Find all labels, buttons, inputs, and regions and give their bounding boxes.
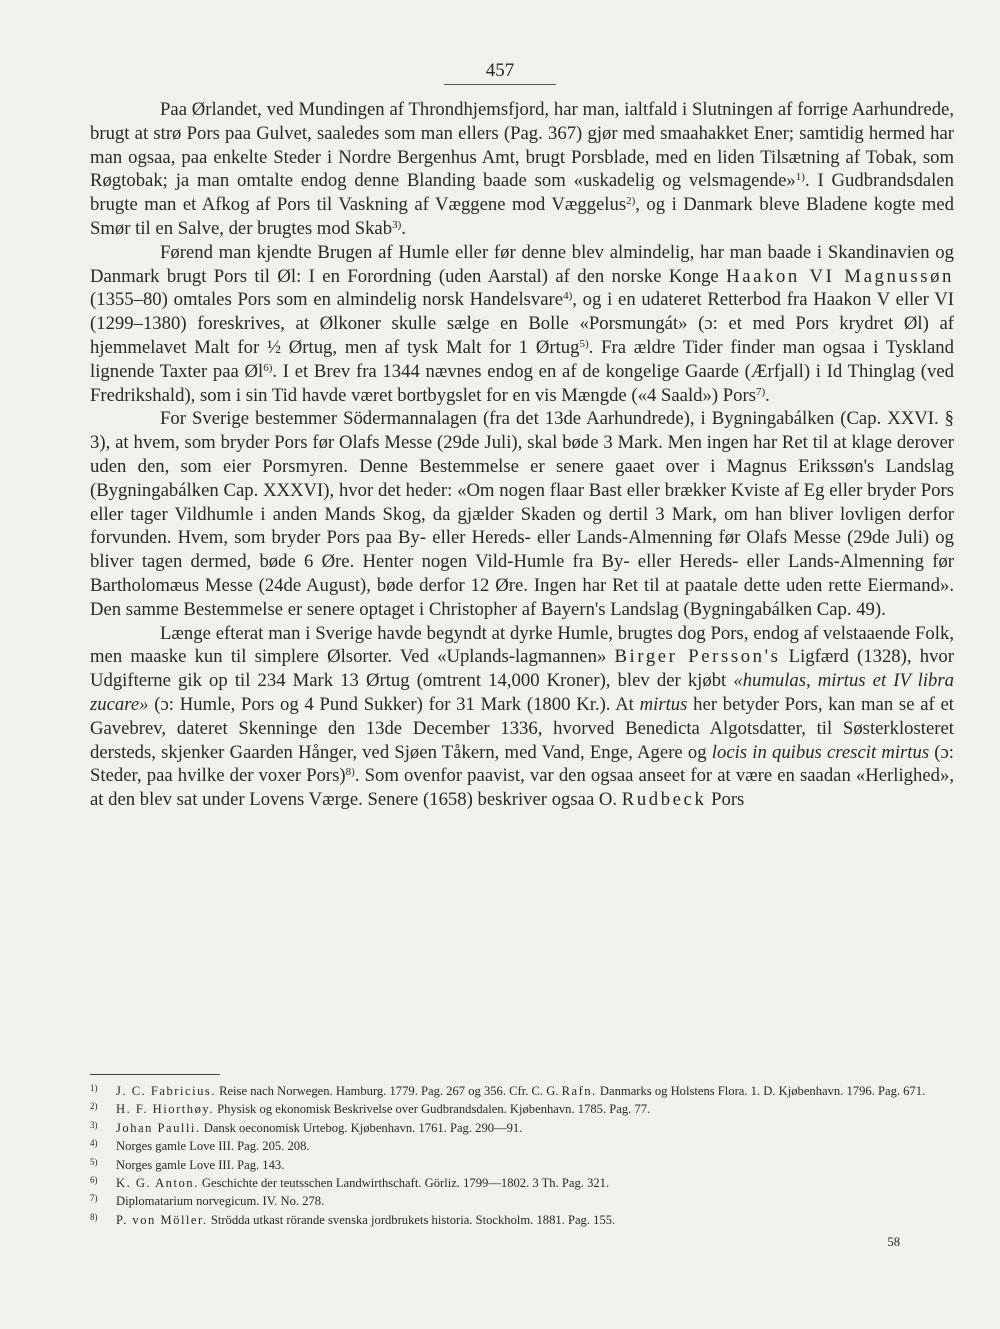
paragraph <box>90 622 954 812</box>
paragraph <box>90 407 954 621</box>
text-run: her betyder Pors, kan man se af et Gavebrev, dateret Skenninge den 13de December 1336, hvorved Benedicta Algotsdatter, til Søsterklosteret dersteds, skjenker Gaarden Hånger, ved Sjøen Tåkern, med Vand, Enge, Agere og <box>90 693 955 763</box>
text-run: , og i en udateret Retterbod fra Haakon V eller VI (1299–1380) foreskrives, at Ølkoner skulle sælge en Bolle «Porsmungát» (ɔ: et med Pors krydret Øl) af hjemmelavet Malt for ½ Ørtug, men af tysk Malt for 1 Ørtug <box>90 289 954 358</box>
footnote-mark <box>90 1174 116 1192</box>
body-text <box>90 98 954 812</box>
text-run: (ɔ: Humle, Pors og 4 Pund Sukker) for 31 Mark (1800 Kr.). At <box>148 693 640 715</box>
footnote-mark-text: 1) <box>90 1083 98 1093</box>
footnote-mark-text: 7) <box>90 1193 98 1204</box>
spaced-name: Johan Paulli. <box>116 1120 201 1135</box>
footnote-mark <box>90 1100 116 1118</box>
footnote-ref: 7) <box>755 385 766 398</box>
text-run: . <box>765 384 770 406</box>
text-run: , og i Danmark bleve Bladene kogte med Smør til en Salve, der brugtes mod Skab <box>90 194 954 239</box>
footnote <box>90 1156 964 1174</box>
footnote-mark-text: 3) <box>90 1119 98 1130</box>
page-number <box>0 60 1000 85</box>
folio-number: 58 <box>887 1235 900 1249</box>
text-run: Strödda utkast rörande svenska jordbrukets historia. Stockholm. 1881. Pag. 155. <box>207 1212 616 1227</box>
footnote-divider <box>90 1074 220 1075</box>
spaced-name: H. F. Hiorthøy. <box>116 1102 214 1117</box>
page-number-text: 457 <box>444 60 557 85</box>
footnote-ref: 6) <box>263 361 273 374</box>
text-run: (1355–80) omtales Pors som en almindelig norsk Handelsvare <box>90 289 564 311</box>
spaced-name: Rafn. <box>561 1084 597 1098</box>
text-run: Geschichte der teutsschen Landwirthschaft. Görliz. 1799—1802. 3 Th. Pag. 321. <box>198 1176 610 1191</box>
footnote-mark <box>90 1082 116 1100</box>
footnote <box>90 1211 964 1229</box>
spaced-name: Haakon VI Magnussøn <box>726 265 955 287</box>
footnote <box>90 1100 964 1118</box>
spaced-name: Rudbeck <box>621 789 707 811</box>
text-run: Dansk oeconomisk Urtebog. Kjøbenhavn. 1761. Pag. 290—91. <box>200 1120 523 1135</box>
text-run: Længe efterat man i Sverige havde begyndt at dyrke Humle, brugtes dog Pors, endog af velstaaende Folk, men maaske kun til simplere Ølsorter. Ved «Uplands-lagmannen» <box>90 622 954 668</box>
footnote-text <box>116 1211 964 1229</box>
footnote-mark <box>90 1137 116 1155</box>
footnote-mark-text: 8) <box>90 1211 98 1222</box>
italic-run: mirtus <box>639 693 688 715</box>
footnote-text <box>116 1174 964 1192</box>
text-run: . Fra ældre Tider finder man ogsaa i Tyskland lignende Taxter paa Øl <box>90 336 954 382</box>
italic-run: «humulas, mirtus et IV libra zucare» <box>90 670 955 715</box>
footnote-mark-text: 2) <box>90 1101 98 1112</box>
footnote-text <box>116 1119 964 1137</box>
text-run: Danmarks og Holstens Flora. 1. D. Kjøbenhavn. 1796. Pag. 671. <box>596 1084 926 1098</box>
text-run: . I Gudbrandsdalen brugte man et Afkog af Pors til Vaskning af Væggene mod Væggelus <box>90 170 954 216</box>
footnote-text <box>116 1100 964 1118</box>
footnote-mark-text: 4) <box>90 1138 98 1149</box>
footnote-text <box>116 1192 964 1210</box>
footnote-ref: 3) <box>392 218 402 231</box>
footnote-text <box>116 1156 964 1174</box>
footnote-mark-text: 6) <box>90 1175 98 1186</box>
text-run: Physisk og ekonomisk Beskrivelse over Gudbrandsdalen. Kjøbenhavn. 1785. Pag. 77. <box>214 1102 651 1117</box>
footnote <box>90 1082 964 1100</box>
spaced-name: J. C. Fabricius. <box>116 1084 216 1098</box>
text-run: Førend man kjendte Brugen af Humle eller før denne blev almindelig, har man baade i Skandinavien og Danmark brugt Pors til Øl: I en Forordning (uden Aarstal) af den norske Konge <box>90 241 954 287</box>
italic-run: locis in quibus crescit mirtus <box>711 741 930 763</box>
footnote-mark <box>90 1119 116 1137</box>
text-run: Pors <box>706 789 745 811</box>
footnote-ref: 4) <box>563 290 573 303</box>
footnote-ref: 1) <box>795 171 805 184</box>
text-run: Norges gamle Love III. Pag. 143. <box>116 1157 285 1172</box>
paragraph <box>90 98 954 241</box>
text-run: Norges gamle Love III. Pag. 205. 208. <box>116 1139 310 1154</box>
footnote-ref: 5) <box>579 337 589 350</box>
spaced-name: P. von Möller. <box>116 1212 208 1227</box>
footnote-mark <box>90 1211 116 1229</box>
footnote-mark <box>90 1156 116 1174</box>
footnote <box>90 1119 964 1137</box>
footnote-mark <box>90 1192 116 1210</box>
spaced-name: Birger Persson's <box>614 646 781 668</box>
footnote-text <box>116 1082 964 1100</box>
footnote <box>90 1174 964 1192</box>
footnotes <box>90 1082 964 1229</box>
footnote-ref: 2) <box>626 195 636 208</box>
text-run: . Som ovenfor paavist, var den ogsaa anseet for at være en saadan «Herlighed», at den blev sat under Lovens Værge. Senere (1658) beskriver ogsaa O. <box>90 765 954 811</box>
text-run: Diplomatarium norvegicum. IV. No. 278. <box>116 1194 325 1209</box>
spaced-name: K. G. Anton. <box>116 1176 199 1191</box>
footnote <box>90 1192 964 1210</box>
text-run: Ligfærd (1328), hvor Udgifterne gik op til 234 Mark 13 Ørtug (omtrent 14,000 Kroner), blev der kjøbt <box>90 646 954 692</box>
text-run: . I et Brev fra 1344 nævnes endog en af de kongelige Gaarde (Ærfjall) i Id Thinglag (ved Fredrikshald), som i sin Tid havde været bortbygslet for en vis Mængde («4 Saald») Pors <box>90 360 954 406</box>
paragraph <box>90 241 954 408</box>
footnote-text <box>116 1137 964 1155</box>
text-run: Paa Ørlandet, ved Mundingen af Throndhjemsfjord, har man, ialtfald i Slutningen af forrige Aarhundrede, brugt at strø Pors paa Gulvet, saaledes som man ellers (Pag. 367) gjør med smaahakket Ener; samtidig hermed har man ogsaa, paa enkelte Steder i Nordre Bergenhus Amt, brugt Porsblade, med en liden Tilsætning af Tobak, som Røgtobak; ja man omtalte endog denne Blanding baade som «uskadelig og velsmagende» <box>90 99 954 192</box>
text-run: . <box>401 217 406 239</box>
text-run: (ɔ: Steder, paa hvilke der voxer Pors) <box>90 741 954 787</box>
footnote <box>90 1137 964 1155</box>
footnote-ref: 8) <box>345 766 355 779</box>
footnote-mark-text: 5) <box>90 1156 98 1167</box>
text-run: For Sverige bestemmer Södermannalagen (fra det 13de Aarhundrede), i Bygningabálken (Cap. XXVI. § 3), at hvem, som bryder Pors før Olafs Messe (29de Juli), skal bøde 3 Mark. Men ingen har Ret til at klage derover uden den, som eier Porsmyren. Denne Bestemmelse er senere gaaet over i Magnus Erikssøn's Landslag (Bygningabálken Cap. XXXVI), hvor det heder: «Om nogen flaar Bast eller brækker Kviste af Eg eller bryder Pors eller tager Vildhumle i anden Mands Skog, da gjælder Skaden og dertil 3 Mark, om han bliver lovligen derfor forvunden. Hvem, som bryder Pors paa By- eller Hereds- eller Lands-Almenning før Olafs Messe (29de Juli) og bliver tagen dermed, bøde 6 Øre. Henter nogen Vild-Humle fra By- eller Hereds- eller Lands-Almenning før Bartholomæus Messe (24de August), bøde derfor 12 Øre. Ingen har Ret til at paatale dette uden rette Eiermand». Den samme Bestemmelse er senere optaget i Christopher af Bayern's Landslag (Bygningabálken Cap. 49). <box>90 408 954 620</box>
text-run: Reise nach Norwegen. Hamburg. 1779. Pag. 267 og 356. Cfr. C. G. <box>215 1084 562 1098</box>
